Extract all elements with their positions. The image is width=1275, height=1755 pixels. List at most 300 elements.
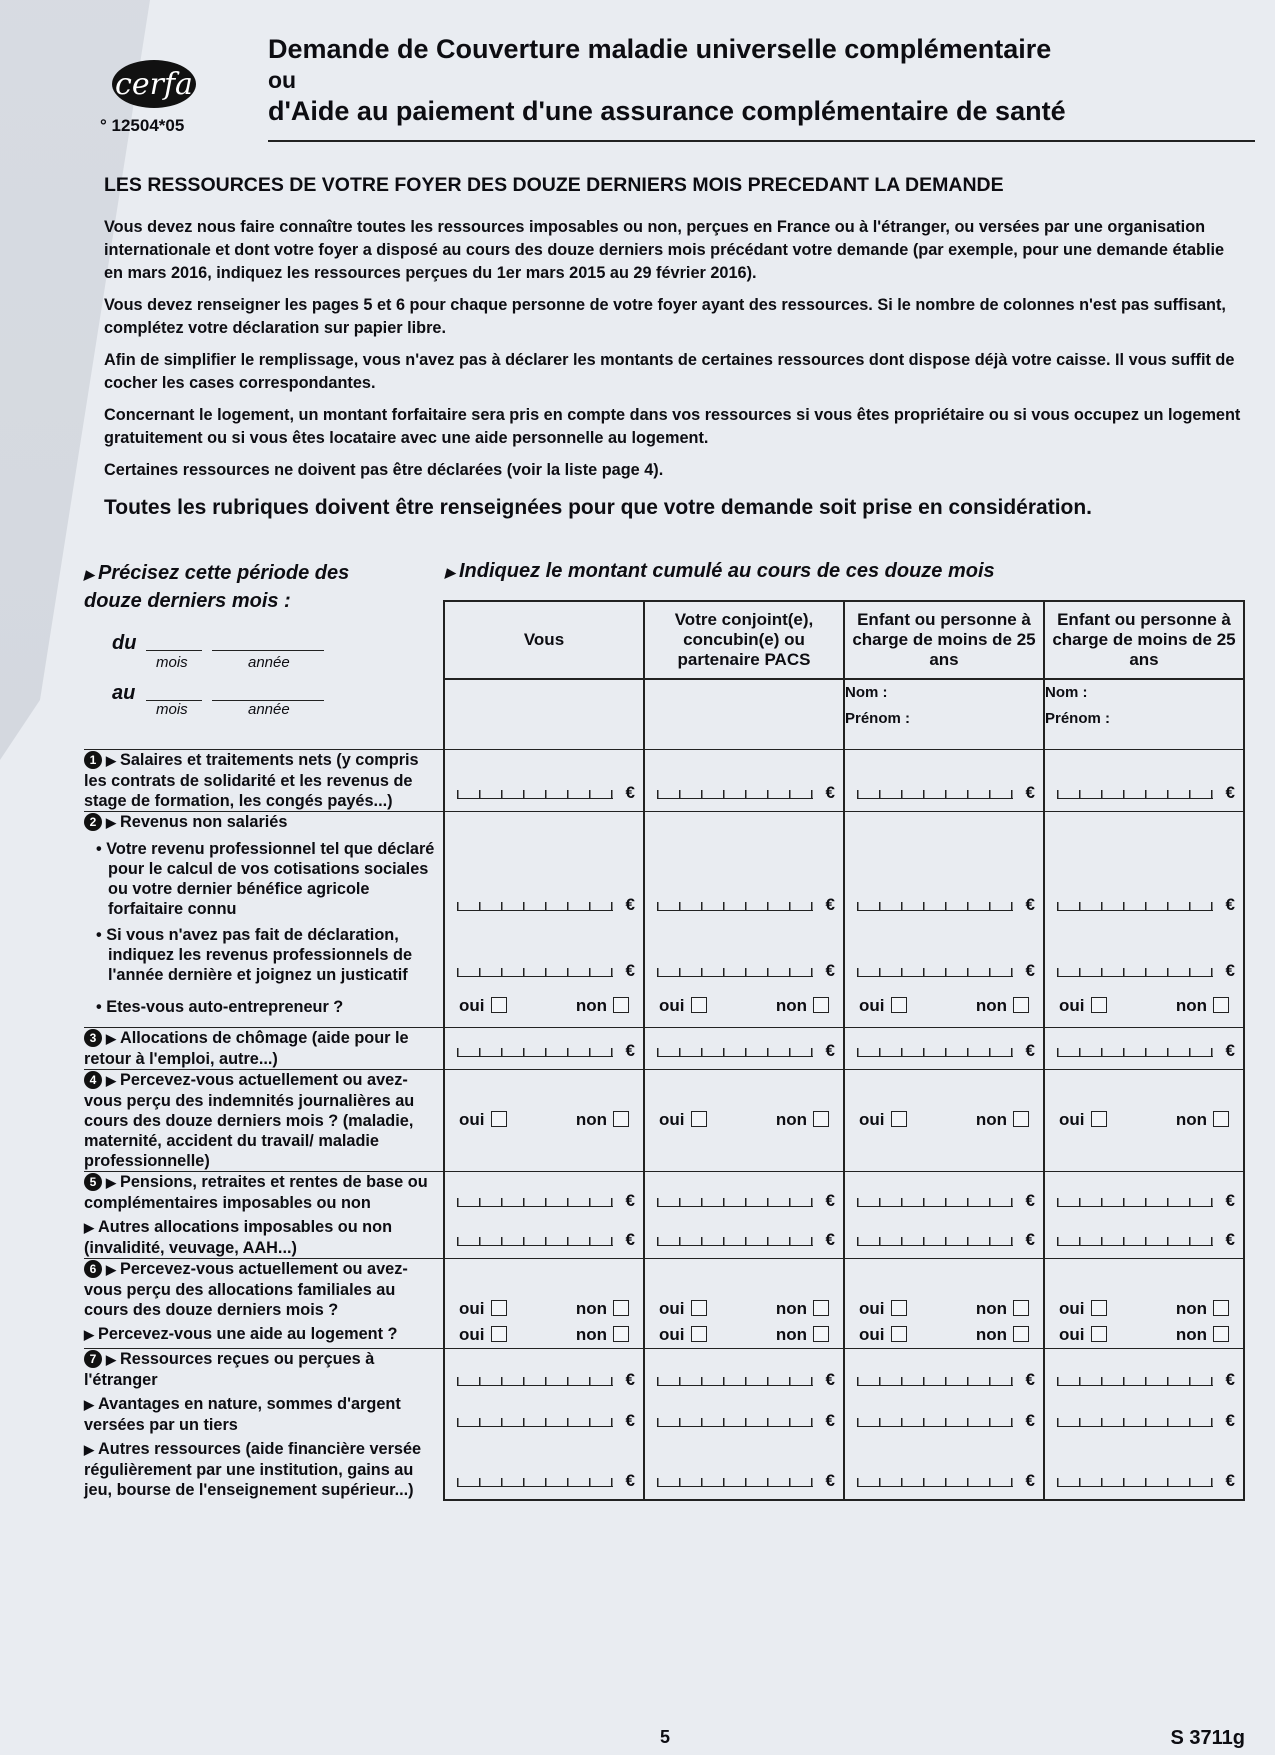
table-cell (844, 919, 1044, 985)
amount-field-line (657, 1377, 813, 1386)
non-option[interactable] (976, 1325, 1029, 1345)
row-label-avantages-nature (84, 1392, 444, 1437)
table-cell (844, 1392, 1044, 1437)
non-option[interactable] (776, 996, 829, 1016)
number-badge: 1 (84, 751, 102, 769)
amount-field-line (457, 790, 613, 799)
oui-option[interactable] (859, 1299, 907, 1319)
yes-no-choice (459, 1107, 629, 1133)
row-label-aide-logement (84, 1322, 444, 1349)
checkbox[interactable] (891, 1111, 907, 1127)
oui-label: oui (1059, 995, 1085, 1015)
oui-option[interactable] (859, 1110, 907, 1130)
checkbox[interactable] (691, 1326, 707, 1342)
table-cell (844, 985, 1044, 1028)
amount-field-line (857, 1377, 1013, 1386)
non-option[interactable] (576, 1110, 629, 1130)
title-line-2: d'Aide au paiement d'une assurance complémentaire de santé (268, 96, 1066, 126)
amount-field[interactable] (653, 1037, 835, 1063)
table-cell (644, 749, 844, 811)
oui-option[interactable] (459, 1325, 507, 1345)
period-du-label: du (112, 632, 137, 654)
amount-field[interactable] (1053, 1037, 1235, 1063)
amount-field-line (857, 1198, 1013, 1207)
table-row (84, 1027, 1244, 1069)
non-option[interactable] (976, 1299, 1029, 1319)
oui-option[interactable] (659, 996, 707, 1016)
checkbox[interactable] (891, 997, 907, 1013)
table-cell (844, 1215, 1044, 1259)
table-cell (444, 1437, 644, 1500)
enfant-2-name-block (1044, 679, 1244, 749)
row-label-text: Ressources reçues ou perçues à l'étranger (84, 1349, 375, 1389)
euro-sign: € (625, 1040, 635, 1060)
amount-field[interactable] (853, 1366, 1035, 1392)
checkbox[interactable] (691, 997, 707, 1013)
nom-field[interactable]: Nom : (1045, 684, 1088, 701)
amount-field-line (457, 1418, 613, 1427)
non-label: non (975, 1298, 1007, 1318)
checkbox[interactable] (1213, 1326, 1229, 1342)
amount-field[interactable] (853, 1037, 1035, 1063)
triangle-icon: ▶ (84, 567, 94, 582)
row-label-autres-allocations (84, 1215, 444, 1259)
non-option[interactable] (576, 1325, 629, 1345)
amount-field-line (857, 1478, 1013, 1487)
triangle-icon: ▶ (106, 1174, 116, 1190)
table-cell (1044, 749, 1244, 811)
euro-sign: € (1025, 894, 1035, 914)
prenom-field[interactable]: Prénom : (1045, 710, 1111, 727)
euro-sign: € (625, 1369, 635, 1389)
table-cell (444, 919, 644, 985)
euro-sign: € (1025, 1040, 1035, 1060)
oui-option[interactable] (459, 996, 507, 1016)
table-cell (1044, 1215, 1244, 1259)
euro-sign: € (825, 894, 835, 914)
table-cell (844, 1258, 1044, 1322)
amount-field[interactable] (1053, 1407, 1235, 1433)
oui-label: oui (659, 1298, 685, 1318)
amount-field[interactable] (653, 779, 835, 805)
amount-field[interactable] (853, 1226, 1035, 1252)
euro-sign: € (1025, 1369, 1035, 1389)
oui-label: oui (1059, 1324, 1085, 1344)
checkbox[interactable] (891, 1300, 907, 1316)
amount-field-line (457, 1048, 613, 1057)
column-header-vous: Vous (444, 601, 644, 679)
intro-paragraph: Afin de simplifier le remplissage, vous n'avez pas à déclarer les montants de certaines ressources dont dispose déjà votre caisse. Il vous suffit de cocher les cases correspondantes. (104, 351, 1235, 392)
table-cell (444, 1348, 644, 1392)
form-code: S 3711g (1170, 1727, 1245, 1749)
amount-field-line (857, 790, 1013, 799)
yes-no-choice (1059, 1296, 1229, 1322)
row-label-text: Revenus non salariés (120, 812, 288, 831)
table-cell (1044, 919, 1244, 985)
row-label-text: Allocations de chômage (aide pour le retour à l'emploi, autre...) (84, 1028, 409, 1068)
table-cell (1044, 1027, 1244, 1069)
amount-field[interactable] (1053, 957, 1235, 983)
title-rule (268, 140, 1255, 142)
row-bullet: • Si vous n'avez pas fait de déclaration, indiquez les revenus professionnels de l'année dernière et joignez un justicatif (96, 925, 413, 984)
row-label-text: Avantages en nature, sommes d'argent versées par un tiers (84, 1394, 401, 1434)
amount-field[interactable] (653, 957, 835, 983)
amount-field-line (1057, 902, 1213, 911)
nom-field[interactable]: Nom : (845, 684, 888, 701)
table-cell (644, 1258, 844, 1322)
amount-field[interactable] (653, 1467, 835, 1493)
intro-text (104, 216, 1244, 528)
table-cell (444, 1258, 644, 1322)
euro-sign: € (825, 1040, 835, 1060)
oui-label: oui (859, 995, 885, 1015)
table-cell (844, 1322, 1044, 1349)
amount-field[interactable] (853, 891, 1035, 917)
amount-field[interactable] (853, 1467, 1035, 1493)
checkbox[interactable] (813, 997, 829, 1013)
checkbox[interactable] (691, 1111, 707, 1127)
checkbox[interactable] (1013, 1300, 1029, 1316)
triangle-icon: ▶ (106, 1351, 116, 1367)
euro-sign: € (1025, 1190, 1035, 1210)
prenom-field[interactable]: Prénom : (845, 710, 911, 727)
table-cell (444, 1027, 644, 1069)
amount-field[interactable] (453, 1366, 635, 1392)
amount-field[interactable] (453, 957, 635, 983)
non-option[interactable] (776, 1325, 829, 1345)
oui-option[interactable] (659, 1325, 707, 1345)
table-row (84, 1171, 1244, 1215)
non-option[interactable] (576, 1299, 629, 1319)
non-option[interactable] (1176, 996, 1229, 1016)
column-header-enfant-1: Enfant ou personne à charge de moins de 25 ans (844, 601, 1044, 679)
row-label-etranger (84, 1348, 444, 1392)
row-label-autres-ressources (84, 1437, 444, 1500)
yes-no-choice (659, 1107, 829, 1133)
amount-field-line (457, 902, 613, 911)
intro-paragraph: Vous devez nous faire connaître toutes les ressources imposables ou non, perçues en France ou à l'étranger, ou versées par une organisation internationale et dont votre foyer a disposé au cours des douze derniers mois précédant votre demande (par exemple, pour une demande établie en mars 2016, indiquez les ressources perçues du 1er mars 2015 au 29 février 2016). (104, 218, 1225, 282)
number-badge: 3 (84, 1029, 102, 1047)
triangle-icon: ▶ (106, 1030, 116, 1046)
table-row (84, 1258, 1244, 1322)
table-cell (1044, 985, 1244, 1028)
checkbox[interactable] (1091, 997, 1107, 1013)
amount-field[interactable] (453, 1226, 635, 1252)
amount-field-line (657, 902, 813, 911)
table-cell (644, 1215, 844, 1259)
oui-label: oui (859, 1298, 885, 1318)
table-cell (1044, 1348, 1244, 1392)
amount-field-line (457, 1478, 613, 1487)
euro-sign: € (1225, 782, 1235, 802)
amount-field-line (1057, 1377, 1213, 1386)
amount-field[interactable] (653, 1407, 835, 1433)
checkbox[interactable] (1013, 1326, 1029, 1342)
checkbox[interactable] (1091, 1326, 1107, 1342)
enfant-1-name-block (844, 679, 1044, 749)
oui-label: oui (659, 1110, 685, 1129)
amount-field-line (657, 1048, 813, 1057)
amount-field-line (1057, 968, 1213, 977)
table-cell (1044, 1437, 1244, 1500)
euro-sign: € (825, 1190, 835, 1210)
non-label: non (1175, 1110, 1207, 1129)
checkbox[interactable] (613, 1111, 629, 1127)
oui-label: oui (459, 1110, 485, 1129)
checkbox[interactable] (1213, 997, 1229, 1013)
checkbox[interactable] (891, 1326, 907, 1342)
oui-option[interactable] (859, 1325, 907, 1345)
oui-label: oui (459, 1298, 485, 1318)
checkbox[interactable] (613, 997, 629, 1013)
yes-no-choice (659, 993, 829, 1019)
table-cell (644, 1322, 844, 1349)
table-cell (644, 1392, 844, 1437)
non-label: non (1175, 995, 1207, 1015)
oui-label: oui (459, 995, 485, 1015)
number-badge: 5 (84, 1173, 102, 1191)
amount-field[interactable] (453, 1467, 635, 1493)
triangle-icon: ▶ (84, 1396, 94, 1412)
table-cell (644, 1171, 844, 1215)
table-cell (1044, 1322, 1244, 1349)
amount-heading-text: Indiquez le montant cumulé au cours de ces douze mois (459, 560, 995, 582)
table-cell (844, 1348, 1044, 1392)
triangle-icon: ▶ (106, 1261, 116, 1277)
table-cell (644, 985, 844, 1028)
checkbox[interactable] (691, 1300, 707, 1316)
non-option[interactable] (976, 1110, 1029, 1130)
table-cell (644, 919, 844, 985)
oui-option[interactable] (1059, 1110, 1107, 1130)
table-cell (1044, 1258, 1244, 1322)
triangle-icon: ▶ (84, 1441, 94, 1457)
checkbox[interactable] (613, 1326, 629, 1342)
non-option[interactable] (1176, 1110, 1229, 1130)
period-au-annee-caption: année (248, 701, 290, 718)
non-label: non (775, 1298, 807, 1318)
section-heading: LES RESSOURCES DE VOTRE FOYER DES DOUZE DERNIERS MOIS PRECEDANT LA DEMANDE (104, 174, 1004, 196)
checkbox[interactable] (1091, 1111, 1107, 1127)
table-cell (844, 811, 1044, 919)
amount-field-line (857, 968, 1013, 977)
amount-field[interactable] (1053, 891, 1235, 917)
table-row (84, 1348, 1244, 1392)
table-cell (444, 1069, 644, 1171)
non-option[interactable] (1176, 1325, 1229, 1345)
non-option[interactable] (776, 1110, 829, 1130)
oui-option[interactable] (1059, 1325, 1107, 1345)
non-label: non (975, 1324, 1007, 1344)
oui-option[interactable] (459, 1110, 507, 1130)
non-label: non (1175, 1324, 1207, 1344)
amount-field[interactable] (853, 1187, 1035, 1213)
amount-field[interactable] (653, 1226, 835, 1252)
row-label-non-declaration (84, 919, 444, 985)
oui-option[interactable] (1059, 1299, 1107, 1319)
euro-sign: € (1025, 1229, 1035, 1249)
row-label-text: Percevez-vous une aide au logement ? (98, 1324, 398, 1343)
yes-no-choice (859, 993, 1029, 1019)
oui-label: oui (859, 1324, 885, 1344)
euro-sign: € (825, 1410, 835, 1430)
checkbox[interactable] (491, 1326, 507, 1342)
checkbox[interactable] (813, 1326, 829, 1342)
checkbox[interactable] (491, 1111, 507, 1127)
page-number: 5 (660, 1727, 671, 1747)
yes-no-choice (659, 1296, 829, 1322)
checkbox[interactable] (1013, 997, 1029, 1013)
period-du-mois-caption: mois (156, 654, 188, 671)
non-option[interactable] (976, 996, 1029, 1016)
amount-field[interactable] (653, 891, 835, 917)
form-number: ° 12504*05 (100, 116, 185, 135)
non-label: non (775, 1110, 807, 1129)
amount-field-line (1057, 1418, 1213, 1427)
triangle-icon: ▶ (84, 1326, 94, 1342)
form-title (268, 34, 1066, 127)
yes-no-choice (859, 1296, 1029, 1322)
euro-sign: € (1025, 782, 1035, 802)
table-cell (644, 679, 844, 749)
non-option[interactable] (776, 1299, 829, 1319)
cerfa-logo: cerfa (112, 60, 196, 108)
amount-field[interactable] (453, 1037, 635, 1063)
table-corner (84, 601, 444, 679)
triangle-icon: ▶ (106, 1072, 116, 1088)
checkbox[interactable] (1213, 1111, 1229, 1127)
resources-table (84, 600, 1245, 1501)
number-badge: 4 (84, 1071, 102, 1089)
table-cell (844, 1437, 1044, 1500)
yes-no-choice (859, 1107, 1029, 1133)
oui-label: oui (1059, 1110, 1085, 1129)
intro-paragraph: Concernant le logement, un montant forfaitaire sera pris en compte dans vos ressources si vous êtes propriétaire ou si vous occupez un logement gratuitement ou si vous êtes locataire avec une aide personnelle au logement. (104, 406, 1241, 447)
period-au-label: au (112, 682, 136, 704)
euro-sign: € (1225, 1190, 1235, 1210)
euro-sign: € (1225, 1369, 1235, 1389)
oui-option[interactable] (459, 1299, 507, 1319)
euro-sign: € (1225, 960, 1235, 980)
amount-field[interactable] (1053, 1467, 1235, 1493)
checkbox[interactable] (813, 1300, 829, 1316)
table-cell (844, 1171, 1044, 1215)
amount-field-line (657, 1198, 813, 1207)
euro-sign: € (825, 1369, 835, 1389)
title-line-1: Demande de Couverture maladie universelle complémentaire (268, 34, 1052, 64)
table-cell (444, 1215, 644, 1259)
row-bullet: • Etes-vous auto-entrepreneur ? (96, 997, 344, 1016)
non-option[interactable] (1176, 1299, 1229, 1319)
amount-field-line (657, 968, 813, 977)
amount-field[interactable] (1053, 1226, 1235, 1252)
table-cell (644, 1027, 844, 1069)
oui-option[interactable] (659, 1110, 707, 1130)
checkbox[interactable] (491, 997, 507, 1013)
table-row (84, 985, 1244, 1028)
table-cell (644, 1069, 844, 1171)
oui-option[interactable] (659, 1299, 707, 1319)
euro-sign: € (825, 960, 835, 980)
table-cell (1044, 1069, 1244, 1171)
oui-option[interactable] (859, 996, 907, 1016)
amount-field-line (457, 1377, 613, 1386)
table-cell (844, 749, 1044, 811)
checkbox[interactable] (491, 1300, 507, 1316)
checkbox[interactable] (1091, 1300, 1107, 1316)
amount-field-line (657, 1237, 813, 1246)
checkbox[interactable] (1213, 1300, 1229, 1316)
euro-sign: € (625, 1229, 635, 1249)
amount-field[interactable] (653, 1187, 835, 1213)
amount-field-line (657, 790, 813, 799)
non-option[interactable] (576, 996, 629, 1016)
euro-sign: € (1225, 1040, 1235, 1060)
amount-field[interactable] (853, 779, 1035, 805)
checkbox[interactable] (1013, 1111, 1029, 1127)
amount-field-line (857, 1237, 1013, 1246)
euro-sign: € (1225, 1229, 1235, 1249)
oui-label: oui (1059, 1298, 1085, 1318)
yes-no-choice (459, 1296, 629, 1322)
amount-field[interactable] (653, 1366, 835, 1392)
yes-no-choice (1059, 1322, 1229, 1348)
amount-field[interactable] (453, 1407, 635, 1433)
euro-sign: € (825, 1470, 835, 1490)
non-label: non (1175, 1298, 1207, 1318)
yes-no-choice (859, 1322, 1029, 1348)
yes-no-choice (1059, 993, 1229, 1019)
amount-field[interactable] (1053, 1187, 1235, 1213)
amount-field[interactable] (453, 1187, 635, 1213)
amount-field[interactable] (853, 957, 1035, 983)
amount-field-line (457, 968, 613, 977)
amount-field[interactable] (453, 891, 635, 917)
row-label-allocations-familiales (84, 1258, 444, 1322)
euro-sign: € (1025, 960, 1035, 980)
non-label: non (575, 1324, 607, 1344)
checkbox[interactable] (613, 1300, 629, 1316)
euro-sign: € (625, 894, 635, 914)
table-cell (644, 811, 844, 919)
amount-field[interactable] (1053, 1366, 1235, 1392)
amount-field[interactable] (453, 779, 635, 805)
non-label: non (975, 1110, 1007, 1129)
table-cell (844, 1027, 1044, 1069)
oui-label: oui (659, 1324, 685, 1344)
non-label: non (775, 1324, 807, 1344)
table-cell (444, 749, 644, 811)
table-cell (644, 1348, 844, 1392)
oui-option[interactable] (1059, 996, 1107, 1016)
checkbox[interactable] (813, 1111, 829, 1127)
intro-paragraph: Vous devez renseigner les pages 5 et 6 pour chaque personne de votre foyer ayant des ressources. Si le nombre de colonnes n'est pas suffisant, complétez votre déclaration sur papier libre. (104, 296, 1226, 337)
table-cell (444, 985, 644, 1028)
amount-field[interactable] (1053, 779, 1235, 805)
oui-label: oui (459, 1324, 485, 1344)
amount-field-line (857, 1418, 1013, 1427)
amount-field[interactable] (853, 1407, 1035, 1433)
intro-emphasis: Toutes les rubriques doivent être renseignées pour que votre demande soit prise en considération. (104, 496, 1093, 519)
euro-sign: € (825, 782, 835, 802)
triangle-icon: ▶ (106, 814, 116, 830)
table-cell (844, 1069, 1044, 1171)
table-cell (444, 811, 644, 919)
row-label-non-salaries (84, 811, 444, 919)
non-label: non (575, 1298, 607, 1318)
number-badge: 6 (84, 1260, 102, 1278)
table-cell (444, 1322, 644, 1349)
